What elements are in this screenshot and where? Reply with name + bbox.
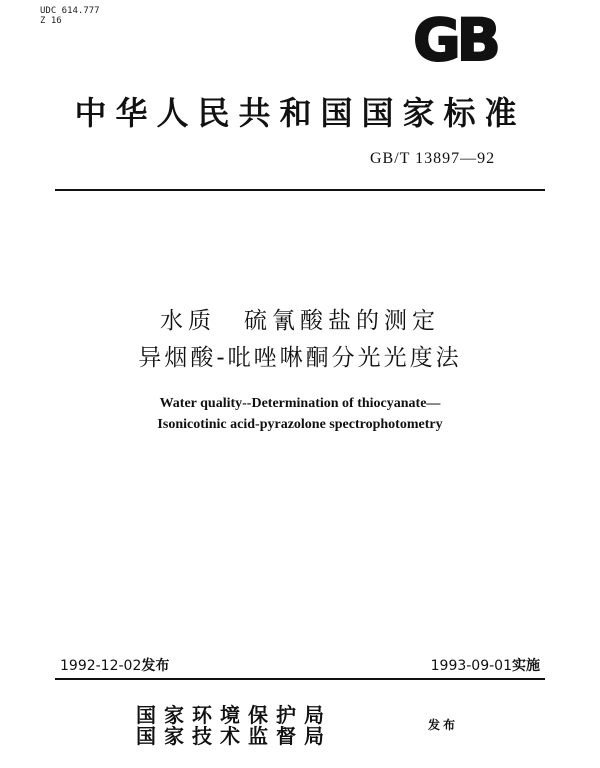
gb-logo-text: GB	[413, 10, 497, 70]
title-cn-subject: 水质	[160, 308, 216, 334]
standard-number: GB/T 13897—92	[370, 150, 496, 167]
issue-date-value: 1992-12-02	[60, 658, 142, 674]
bottom-divider	[55, 678, 545, 680]
title-cn-line1	[60, 302, 540, 335]
udc-number: UDC 614.777	[40, 6, 100, 16]
top-divider	[55, 189, 545, 191]
title-cn-determination: 硫氰酸盐的测定	[244, 308, 440, 334]
issue-date	[60, 655, 169, 675]
effective-date-value: 1993-09-01	[430, 658, 512, 674]
title-en-line1: Water quality--Determination of thiocyanate—	[159, 396, 441, 411]
issued-by-label: 发布	[428, 718, 459, 732]
udc-code-block	[40, 6, 100, 26]
effective-date-suffix: 实施	[512, 658, 540, 674]
agency-technical-supervision: 国家技术监督局	[136, 724, 332, 748]
classification-code: Z 16	[40, 16, 62, 26]
issue-date-suffix: 发布	[141, 658, 170, 674]
agency-environment: 国家环境保护局	[136, 703, 332, 727]
gb-logo	[400, 10, 510, 74]
title-en-line2: Isonicotinic acid-pyrazolone spectrophotometry	[157, 417, 443, 432]
national-standard-banner: 中华人民共和国国家标准	[74, 94, 526, 132]
effective-date	[431, 655, 540, 675]
title-cn-line2: 异烟酸-吡唑啉酮分光光度法	[138, 345, 462, 371]
